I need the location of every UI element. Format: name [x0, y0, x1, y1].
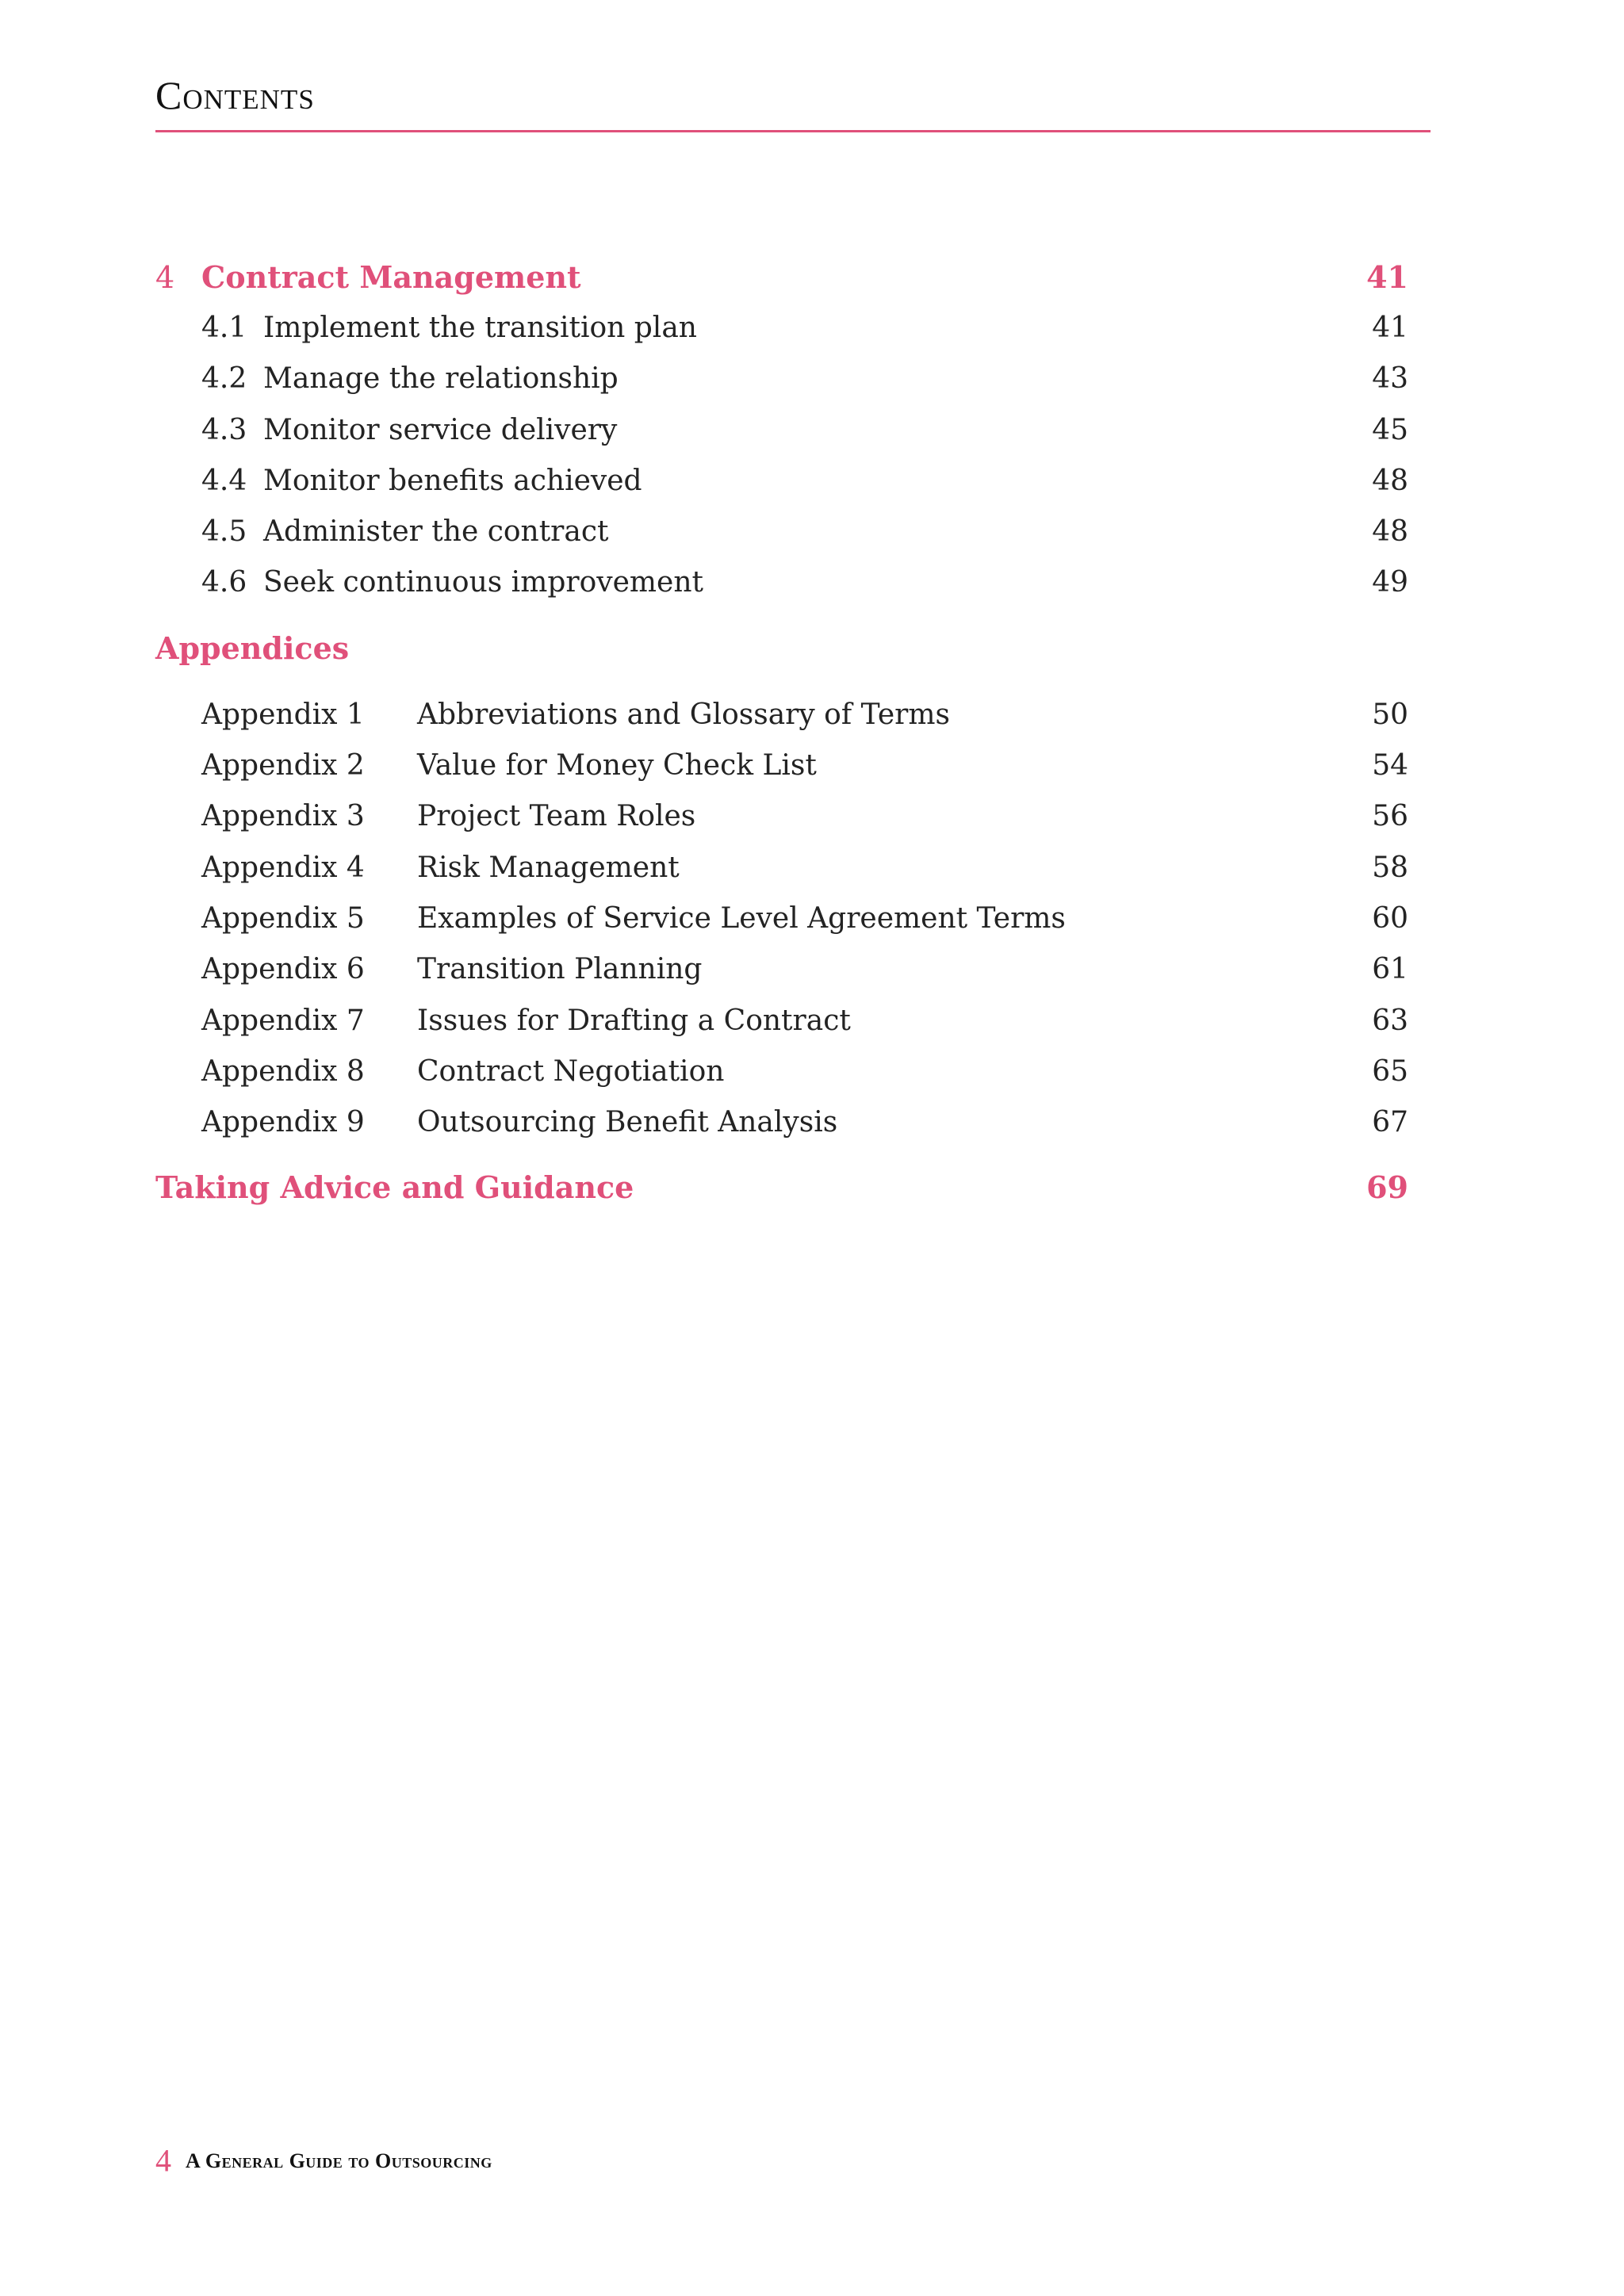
toc-entry-appendix-4[interactable]: [155, 843, 1408, 894]
appendices-title: Appendices: [155, 629, 350, 666]
taking-advice-page: 69: [1366, 1169, 1408, 1206]
entry-page: 49: [1372, 566, 1408, 599]
entry-number: 4.6: [201, 566, 247, 599]
entry-label: Examples of Service Level Agreement Terms: [417, 901, 1066, 935]
entry-label: Monitor service delivery: [263, 413, 618, 446]
appendices-heading[interactable]: [155, 623, 1408, 674]
entry-label: Manage the relationship: [263, 362, 619, 396]
taking-advice-heading[interactable]: [155, 1162, 1408, 1213]
entry-number: Appendix 9: [201, 1106, 365, 1139]
entry-number: Appendix 6: [201, 953, 365, 986]
entry-number: 4.2: [201, 362, 247, 396]
taking-advice-title: Taking Advice and Guidance: [155, 1169, 634, 1206]
toc-entry-4-5[interactable]: [155, 507, 1408, 557]
spacer: [155, 674, 1408, 690]
page-footer: [155, 2141, 492, 2180]
toc-entry-appendix-8[interactable]: [155, 1047, 1408, 1097]
toc-entry-4-1[interactable]: [155, 303, 1408, 354]
entry-page: 61: [1372, 953, 1408, 986]
toc-entry-4-2[interactable]: [155, 354, 1408, 404]
entry-label: Issues for Drafting a Contract: [417, 1004, 851, 1037]
entry-page: 65: [1372, 1054, 1408, 1088]
entry-page: 63: [1372, 1004, 1408, 1037]
entry-label: Outsourcing Benefit Analysis: [417, 1106, 838, 1139]
chapter-title: Contract Management: [201, 259, 581, 295]
toc-entry-4-4[interactable]: [155, 456, 1408, 507]
entry-number: Appendix 7: [201, 1004, 365, 1037]
entry-page: 60: [1372, 901, 1408, 935]
entry-page: 56: [1372, 800, 1408, 833]
spacer: [155, 1148, 1408, 1162]
entry-label: Value for Money Check List: [417, 749, 817, 783]
footer-page-number: 4: [155, 2142, 171, 2179]
page-header: [155, 73, 1431, 132]
toc-entry-4-6[interactable]: [155, 557, 1408, 608]
entry-page: 48: [1372, 515, 1408, 549]
entry-number: Appendix 3: [201, 800, 365, 833]
entry-label: Contract Negotiation: [417, 1054, 725, 1088]
page-title: Contents: [155, 73, 315, 117]
entry-number: 4.1: [201, 312, 247, 344]
toc-entry-4-3[interactable]: [155, 405, 1408, 456]
entry-label: Seek continuous improvement: [263, 566, 703, 599]
entry-number: Appendix 8: [201, 1054, 365, 1088]
footer-book-title: A General Guide to Outsourcing: [186, 2149, 492, 2172]
entry-page: 43: [1372, 362, 1408, 396]
entry-label: Monitor benefits achieved: [263, 464, 642, 497]
entry-label: Transition Planning: [417, 953, 703, 986]
toc-entry-appendix-1[interactable]: [155, 690, 1408, 740]
chapter-page: 41: [1366, 259, 1408, 295]
entry-page: 67: [1372, 1106, 1408, 1139]
chapter-heading-4[interactable]: [155, 252, 1408, 303]
toc-entry-appendix-7[interactable]: [155, 996, 1408, 1047]
entry-number: 4.4: [201, 464, 247, 497]
table-of-contents: [155, 252, 1408, 1213]
entry-page: 48: [1372, 464, 1408, 497]
entry-number: Appendix 5: [201, 901, 365, 935]
entry-label: Abbreviations and Glossary of Terms: [417, 698, 950, 731]
entry-number: Appendix 2: [201, 749, 365, 783]
toc-entry-appendix-6[interactable]: [155, 944, 1408, 995]
toc-entry-appendix-3[interactable]: [155, 791, 1408, 842]
entry-page: 58: [1372, 851, 1408, 884]
entry-page: 45: [1372, 413, 1408, 446]
entry-number: Appendix 4: [201, 851, 365, 884]
toc-entry-appendix-5[interactable]: [155, 894, 1408, 944]
entry-label: Administer the contract: [263, 515, 609, 549]
entry-number: 4.3: [201, 413, 247, 446]
chapter-number: 4: [155, 260, 175, 295]
entry-page: 50: [1372, 698, 1408, 731]
entry-number: Appendix 1: [201, 698, 365, 731]
entry-page: 41: [1372, 312, 1408, 344]
toc-entry-appendix-2[interactable]: [155, 740, 1408, 791]
entry-label: Implement the transition plan: [263, 312, 697, 344]
toc-entry-appendix-9[interactable]: [155, 1097, 1408, 1148]
entry-page: 54: [1372, 749, 1408, 783]
entry-label: Project Team Roles: [417, 800, 696, 833]
spacer: [155, 609, 1408, 623]
entry-number: 4.5: [201, 515, 247, 549]
entry-label: Risk Management: [417, 851, 680, 884]
